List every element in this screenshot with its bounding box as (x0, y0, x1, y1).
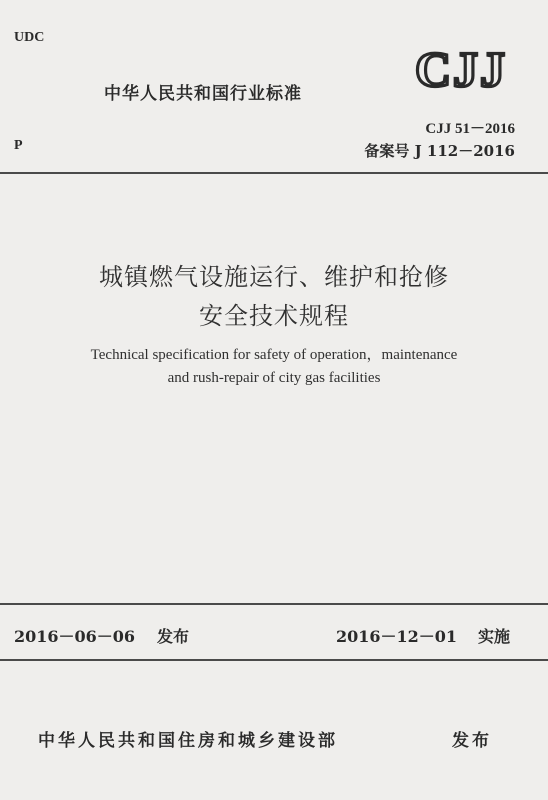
title-en-line2: and rush-repair of city gas facilities (167, 370, 381, 386)
ministry-publish-label: 发布 (452, 731, 492, 751)
title-cn-line1: 城镇燃气设施运行、维护和抢修 (99, 263, 449, 291)
industry-standard-heading: 中华人民共和国行业标准 (104, 84, 302, 104)
issue-date: 2016－06－06 (14, 627, 136, 646)
title-en-line1: Technical specification for safety of operation，maintenance (90, 347, 458, 363)
udc-label: UDC (14, 30, 45, 45)
classification-label: P (14, 138, 23, 153)
effective-date: 2016－12－01 (336, 627, 458, 646)
effective-label: 实施 (478, 627, 511, 646)
ministry-name: 中华人民共和国住房和城乡建设部 (38, 731, 338, 751)
record-number: 备案号 J 112－2016 (364, 142, 515, 160)
top-divider (0, 172, 548, 174)
dates-top-divider (0, 603, 548, 605)
standard-code: CJJ 51－2016 (425, 121, 515, 137)
cjj-logo (406, 44, 516, 92)
issue-label: 发布 (157, 627, 190, 646)
dates-bottom-divider (0, 659, 548, 661)
title-cn-line2: 安全技术规程 (199, 302, 349, 330)
cjj-logo-text: CJJ (414, 44, 508, 92)
